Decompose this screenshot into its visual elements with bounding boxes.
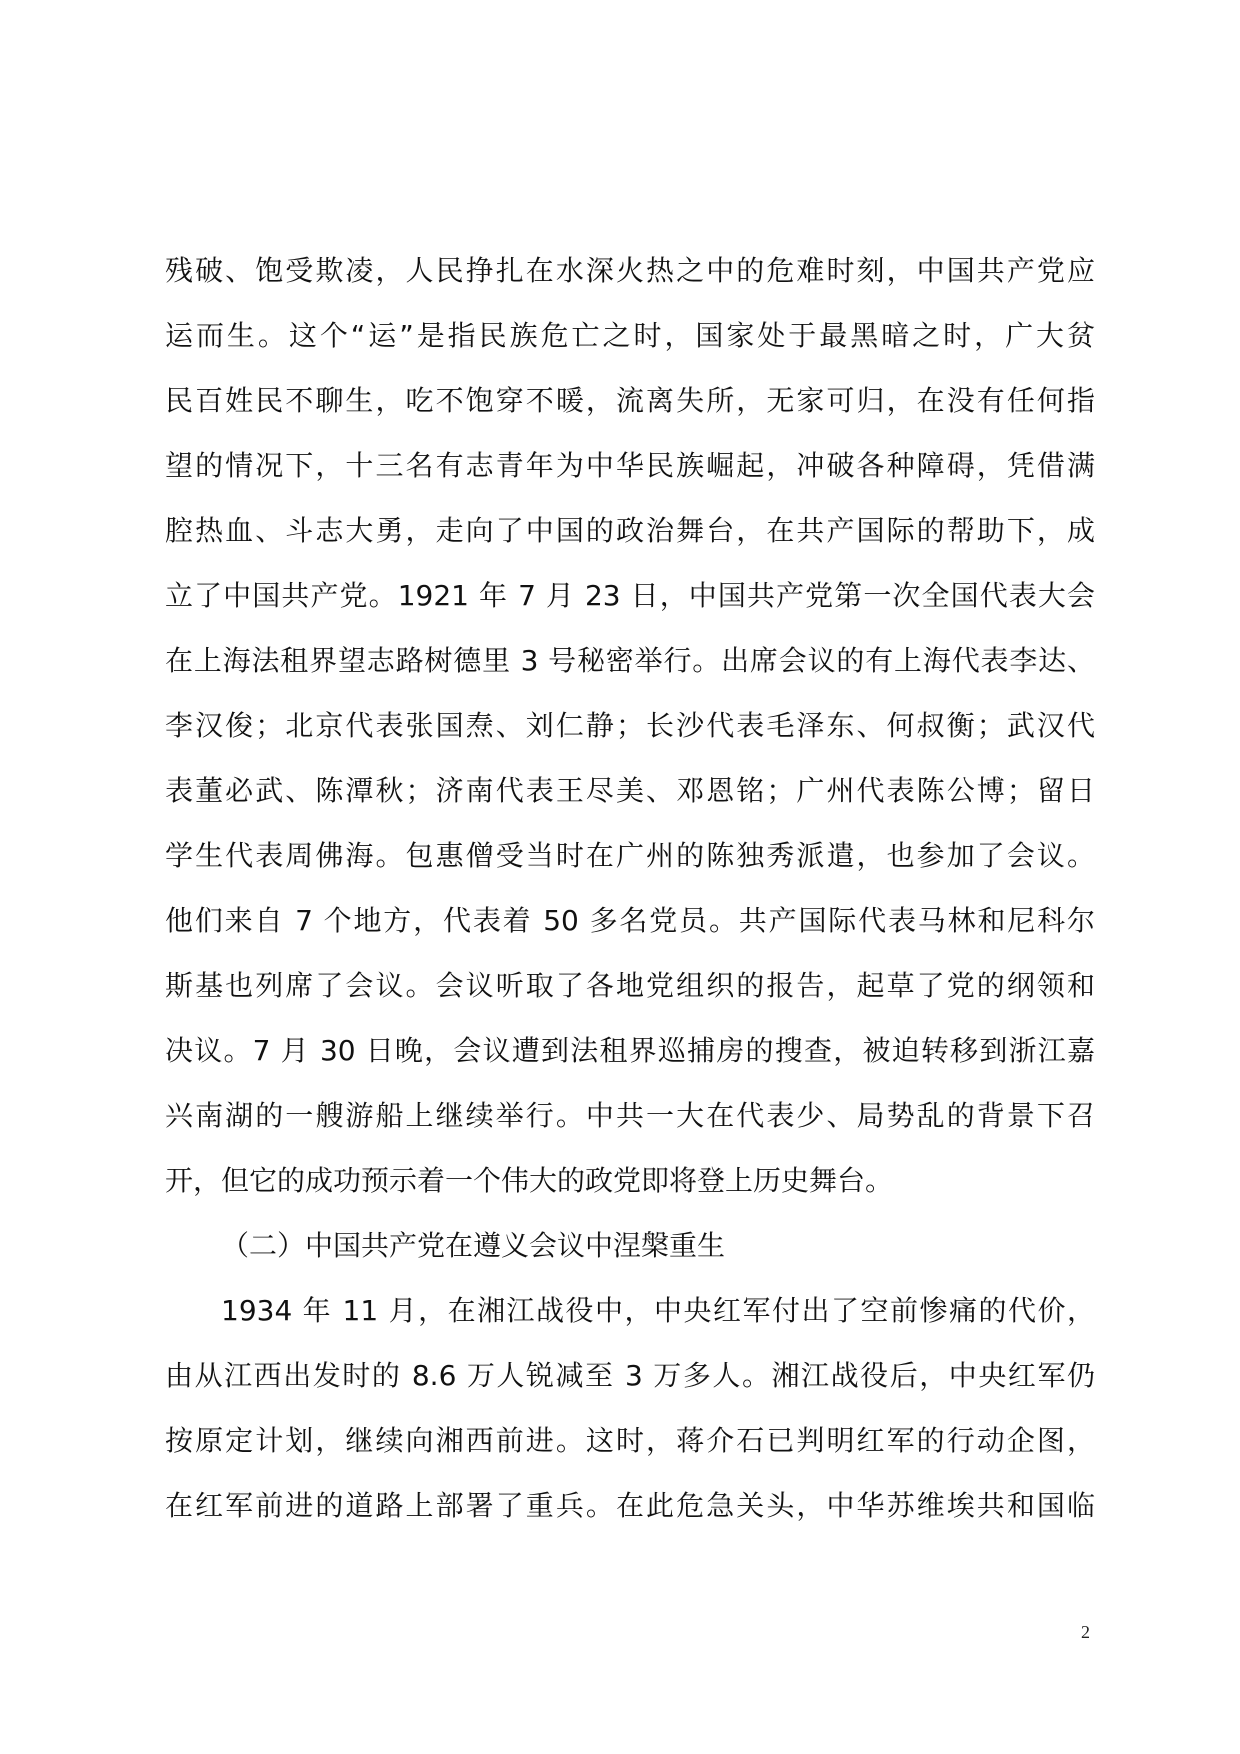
text-line: 兴南湖的一艘游船上继续举行。中共一大在代表少、局势乱的背景下召 xyxy=(165,1099,1095,1132)
text-line: 在红军前进的道路上部署了重兵。在此危急关头，中华苏维埃共和国临 xyxy=(165,1489,1095,1522)
body-text xyxy=(165,238,1095,1538)
text-line: 他们来自 7 个地方，代表着 50 多名党员。共产国际代表马林和尼科尔 xyxy=(165,904,1095,937)
page-number: 2 xyxy=(1081,1622,1090,1642)
text-line: 李汉俊；北京代表张国焘、刘仁静；长沙代表毛泽东、何叔衡；武汉代 xyxy=(165,709,1095,742)
section-heading: （二）中国共产党在遵义会议中涅槃重生 xyxy=(221,1229,726,1262)
text-line: 立了中国共产党。1921 年 7 月 23 日，中国共产党第一次全国代表大会 xyxy=(165,579,1095,612)
text-line: 民百姓民不聊生，吃不饱穿不暖，流离失所，无家可归，在没有任何指 xyxy=(165,384,1095,417)
text-line: 决议。7 月 30 日晚，会议遭到法租界巡捕房的搜查，被迫转移到浙江嘉 xyxy=(165,1034,1095,1067)
text-line: 斯基也列席了会议。会议听取了各地党组织的报告，起草了党的纲领和 xyxy=(165,969,1095,1002)
text-line: 望的情况下，十三名有志青年为中华民族崛起，冲破各种障碍，凭借满 xyxy=(165,449,1095,482)
text-line: 腔热血、斗志大勇，走向了中国的政治舞台，在共产国际的帮助下，成 xyxy=(165,514,1095,547)
text-line: 开，但它的成功预示着一个伟大的政党即将登上历史舞台。 xyxy=(165,1164,894,1197)
text-line: 运而生。这个“运”是指民族危亡之时，国家处于最黑暗之时，广大贫 xyxy=(165,319,1095,352)
text-line: 在上海法租界望志路树德里 3 号秘密举行。出席会议的有上海代表李达、 xyxy=(165,644,1095,677)
text-line: 按原定计划，继续向湘西前进。这时，蒋介石已判明红军的行动企图， xyxy=(165,1424,1095,1457)
text-line: 残破、饱受欺凌，人民挣扎在水深火热之中的危难时刻，中国共产党应 xyxy=(165,254,1095,287)
text-line: 表董必武、陈潭秋；济南代表王尽美、邓恩铭；广州代表陈公博；留日 xyxy=(165,774,1095,807)
text-line: 由从江西出发时的 8.6 万人锐减至 3 万多人。湘江战役后，中央红军仍 xyxy=(165,1359,1095,1392)
text-line: 1934 年 11 月，在湘江战役中，中央红军付出了空前惨痛的代价， xyxy=(221,1294,1095,1327)
text-line: 学生代表周佛海。包惠僧受当时在广州的陈独秀派遣，也参加了会议。 xyxy=(165,839,1095,872)
